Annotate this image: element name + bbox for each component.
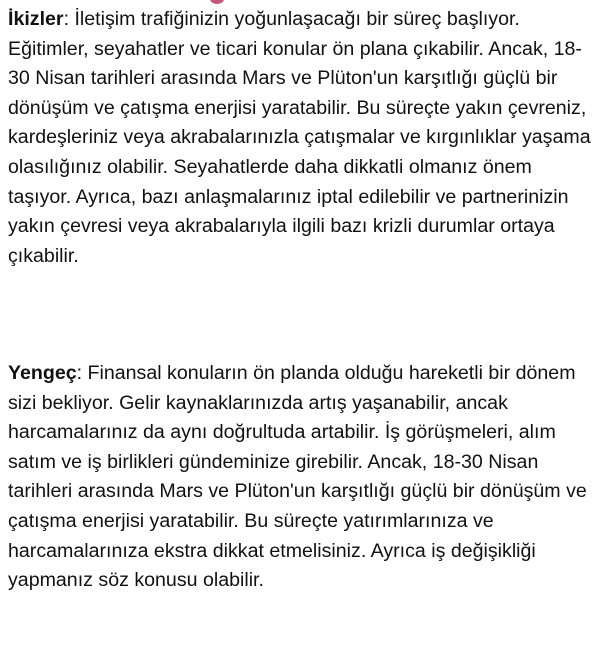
cancer-text: Finansal konuların ön planda olduğu hareketli bir dönem sizi bekliyor. Gelir kaynaklarınızda artış yaşanabilir, ancak harcamalarınız da aynı doğrultuda artabilir. İş görüşmeleri, alım satım ve iş birlikleri gündeminize girebilir. Ancak, 18-30 Nisan tarihleri arasında Mars ve Plüton'un karşıtlığı güçlü bir dönüşüm ve çatışma enerjisi yaratabilir. Bu süreçte yatırımlarınıza ve harcamalarınıza ekstra dikkat etmelisiniz. Ayrıca iş değişikliği yapmanız söz konusu olabilir. [8, 362, 587, 592]
gemini-sign-title: İkizler [8, 8, 64, 30]
gemini-text: İletişim trafiğinizin yoğunlaşacağı bir süreç başlıyor. Eğitimler, seyahatler ve ticari konular ön plana çıkabilir. Ancak, 18-30 Nisan tarihleri arasında Mars ve Plüton'un karşıtlığı güçlü bir dönüşüm ve çatışma enerjisi yaratabilir. Bu süreçte yakın çevreniz, kardeşleriniz veya akrabalarınızla çatışmalar ve kırgınlıklar yaşama olasılığınız olabilir. Seyahatlerde daha dikkatli olmanız önem taşıyor. Ayrıca, bazı anlaşmalarınız iptal edilebilir ve partnerinizin yakın çevresi veya akrabalarıyla ilgili bazı krizli durumlar ortaya çıkabilir. [8, 8, 591, 267]
gemini-paragraph [8, 5, 598, 271]
cancer-separator: : [76, 362, 83, 384]
gemini-separator: : [63, 8, 70, 30]
cancer-sign-title: Yengeç [8, 362, 77, 384]
cancer-paragraph [8, 359, 598, 596]
decorative-mark-icon [210, 0, 224, 4]
